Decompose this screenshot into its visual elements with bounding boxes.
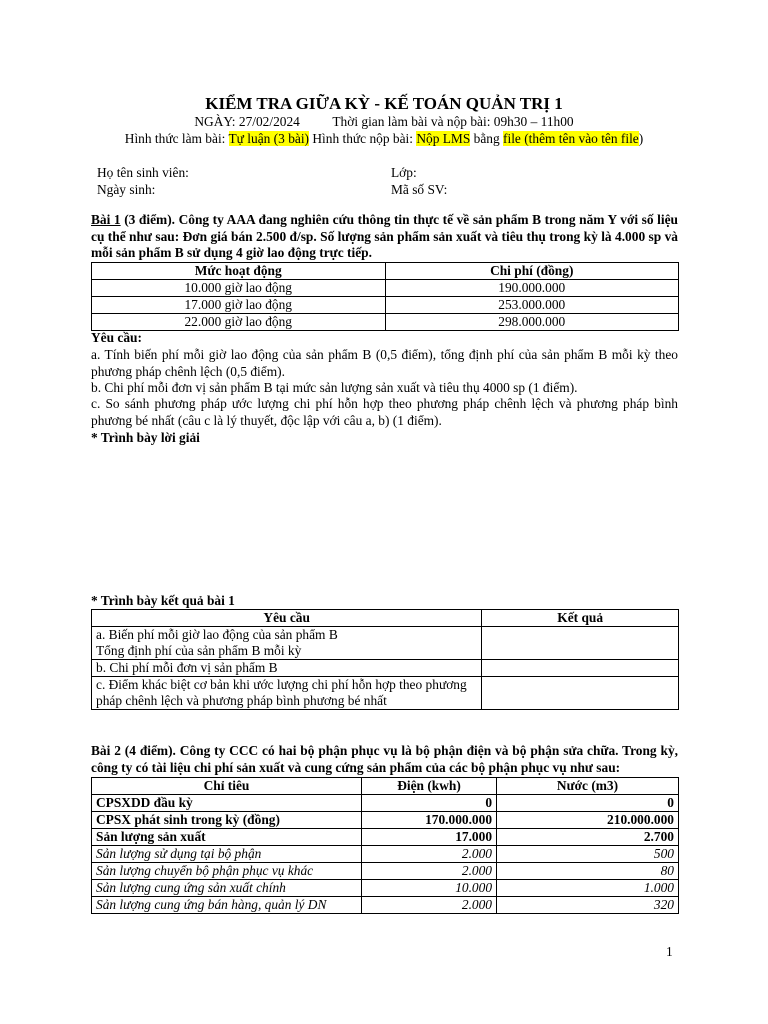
format-value: Tự luận (3 bài): [228, 131, 310, 146]
table-cell: Sản lượng sử dụng tại bộ phận: [92, 846, 362, 863]
bai1-intro: [91, 212, 678, 262]
student-dob-label: Ngày sinh:: [97, 182, 156, 197]
table-cell: 2.700: [497, 829, 679, 846]
result-line: b. Chi phí mỗi đơn vị sản phẩm B: [96, 660, 278, 675]
exam-format: [0, 131, 768, 147]
bai1-result-label: * Trình bày kết quả bài 1: [91, 593, 235, 608]
page-title: KIỂM TRA GIỮA KỲ - KẾ TOÁN QUẢN TRỊ 1: [205, 94, 563, 113]
table-header-row: [92, 778, 679, 795]
table-cell: 298.000.000: [385, 314, 679, 331]
table-cell: 190.000.000: [385, 280, 679, 297]
table-cell: Sản lượng cung ứng sản xuất chính: [92, 880, 362, 897]
table-cell: 0: [362, 795, 497, 812]
table-header-cell: Nước (m3): [497, 778, 679, 795]
table-row: [92, 829, 679, 846]
table-row: [92, 660, 679, 677]
student-name-label: Họ tên sinh viên:: [97, 165, 189, 180]
page-number: 1: [666, 944, 673, 959]
table-cell: 17.000: [362, 829, 497, 846]
table-header-row: [92, 610, 679, 627]
table-cell: 170.000.000: [362, 812, 497, 829]
student-id-label: Mã số SV:: [391, 182, 448, 197]
table-cell: Sản lượng chuyển bộ phận phục vụ khác: [92, 863, 362, 880]
bai1-intro-text: (3 điểm). Công ty AAA đang nghiên cứu thông tin thực tế về sản phẩm B trong năm Y với số liệu cụ thể như sau: Đơn giá bán 2.500 đ/sp. Số lượng sản phẩm sản xuất và tiêu thụ trong kỳ là 4.000 sp và mỗi sản phẩm B sử dụng 4 giờ lao động trực tiếp.: [91, 212, 678, 261]
table-cell: [92, 660, 482, 677]
date-label: NGÀY: 27/02/2024: [194, 114, 300, 129]
student-class-label: Lớp:: [391, 165, 417, 180]
bai1-result-table: [91, 609, 679, 710]
table-cell: CPSX phát sinh trong kỳ (đồng): [92, 812, 362, 829]
bai2-table: [91, 777, 679, 914]
submit-prefix: Hình thức nộp bài:: [312, 131, 417, 146]
exam-date-time: [0, 114, 768, 130]
table-cell: 1.000: [497, 880, 679, 897]
table-cell: Sản lượng sản xuất: [92, 829, 362, 846]
result-line: pháp chênh lệch và phương pháp bình phương bé nhất: [96, 693, 387, 708]
table-cell: CPSXDD đầu kỳ: [92, 795, 362, 812]
submit-mid: bằng: [470, 131, 504, 146]
table-cell: 0: [497, 795, 679, 812]
table-row: [92, 314, 679, 331]
bai1-req-b: b. Chi phí mỗi đơn vị sản phẩm B tại mức sản lượng sản xuất và tiêu thụ 4000 sp (1 điểm).: [91, 380, 578, 395]
time-label: Thời gian làm bài và nộp bài: 09h30 – 11h00: [332, 114, 574, 129]
table-cell: 253.000.000: [385, 297, 679, 314]
table-cell: 17.000 giờ lao động: [92, 297, 386, 314]
result-answer-cell[interactable]: [482, 677, 679, 710]
table-header-row: [92, 263, 679, 280]
bai1-cost-table: [91, 262, 679, 331]
bai2-intro: Bài 2 (4 điểm). Công ty CCC có hai bộ phận phục vụ là bộ phận điện và bộ phận sửa chữa. Trong kỳ, công ty có tài liệu chi phí sản xuất và cung cứng sản phẩm của các bộ phận phục vụ như sau:: [91, 743, 678, 775]
result-answer-cell[interactable]: [482, 627, 679, 660]
table-row: [92, 880, 679, 897]
table-cell: [92, 627, 482, 660]
table-row: [92, 846, 679, 863]
table-cell: 10.000: [362, 880, 497, 897]
table-cell: 500: [497, 846, 679, 863]
table-cell: 210.000.000: [497, 812, 679, 829]
table-cell: 22.000 giờ lao động: [92, 314, 386, 331]
result-answer-cell[interactable]: [482, 660, 679, 677]
table-header-cell: Chi phí (đồng): [385, 263, 679, 280]
format-prefix: Hình thức làm bài:: [124, 131, 229, 146]
bai1-req-c: c. So sánh phương pháp ước lượng chi phí hỗn hợp theo phương pháp chênh lệch và phương pháp bình phương bé nhất (câu c là lý thuyết, độc lập với câu a, b) (1 điểm).: [91, 396, 678, 428]
table-cell: 2.000: [362, 863, 497, 880]
table-row: [92, 897, 679, 914]
bai1-req-a: a. Tính biến phí mỗi giờ lao động của sản phẩm B (0,5 điểm), tổng định phí của sản phẩm B mỗi kỳ theo phương pháp chênh lệch (0,5 điểm).: [91, 347, 678, 379]
bai1-solution-label: * Trình bày lời giải: [91, 430, 200, 445]
table-cell: Sản lượng cung ứng bán hàng, quản lý DN: [92, 897, 362, 914]
table-cell: [92, 677, 482, 710]
table-header-cell: Mức hoạt động: [92, 263, 386, 280]
table-row: [92, 280, 679, 297]
table-header-cell: Điện (kwh): [362, 778, 497, 795]
table-cell: 2.000: [362, 897, 497, 914]
table-row: [92, 863, 679, 880]
submit-file: file (thêm tên vào tên file: [503, 131, 639, 146]
table-row: [92, 812, 679, 829]
table-header-cell: Kết quả: [482, 610, 679, 627]
table-row: [92, 677, 679, 710]
table-cell: 320: [497, 897, 679, 914]
table-row: [92, 627, 679, 660]
table-row: [92, 297, 679, 314]
bai1-req-title: Yêu cầu:: [91, 330, 142, 345]
result-line: a. Biến phí mỗi giờ lao động của sản phẩm B: [96, 627, 338, 642]
table-cell: 2.000: [362, 846, 497, 863]
bai1-heading: Bài 1: [91, 212, 121, 227]
table-row: [92, 795, 679, 812]
submit-end: ): [638, 131, 644, 146]
table-header-cell: Chỉ tiêu: [92, 778, 362, 795]
result-line: Tổng định phí của sản phẩm B mỗi kỳ: [96, 643, 302, 658]
submit-value: Nộp LMS: [416, 131, 471, 146]
table-cell: 80: [497, 863, 679, 880]
table-header-cell: Yêu cầu: [92, 610, 482, 627]
result-line: c. Điểm khác biệt cơ bản khi ước lượng chi phí hỗn hợp theo phương: [96, 677, 467, 692]
table-cell: 10.000 giờ lao động: [92, 280, 386, 297]
